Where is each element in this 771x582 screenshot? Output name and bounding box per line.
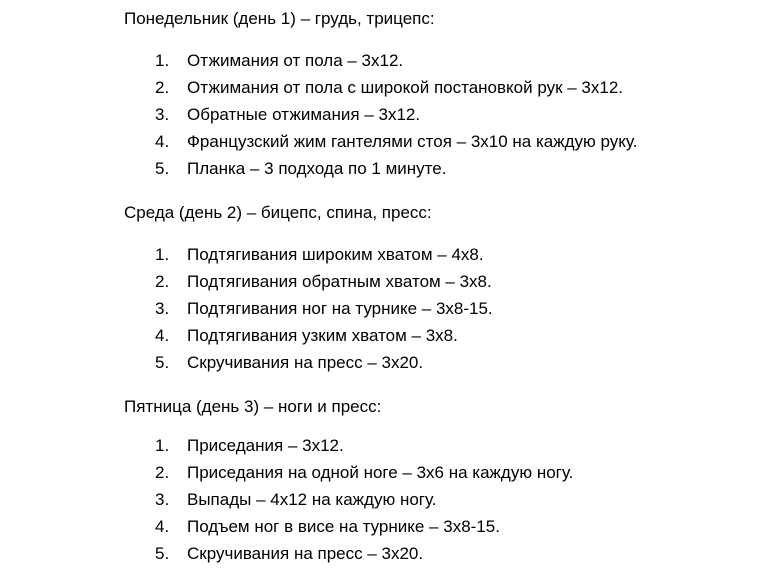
list-item-number: 3. [155,490,170,509]
list-item-text: Выпады – 4x12 на каждую ногу. [187,490,437,509]
list-item-number: 2. [155,78,170,97]
list-item-number: 1. [155,436,170,455]
list-item-text: Подтягивания ног на турнике – 3x8-15. [187,299,493,318]
list-item-number: 2. [155,272,170,291]
list-item-number: 3. [155,105,170,124]
section-heading-monday: Понедельник (день 1) – грудь, трицепс: [124,9,435,28]
list-item-text: Подтягивания широким хватом – 4x8. [187,245,484,264]
list-item-text: Приседания на одной ноге – 3x6 на каждую ногу. [187,463,574,482]
list-item-text: Скручивания на пресс – 3x20. [187,544,424,563]
list-item-text: Скручивания на пресс – 3x20. [187,353,424,372]
list-item-text: Обратные отжимания – 3x12. [187,105,421,124]
list-item-number: 4. [155,132,170,151]
list-item-text: Подъем ног в висе на турнике – 3x8-15. [187,517,500,536]
list-item-number: 1. [155,51,170,70]
list-item-text: Приседания – 3x12. [187,436,344,455]
list-item-text: Французский жим гантелями стоя – 3x10 на каждую руку. [187,132,638,151]
list-item-number: 2. [155,463,170,482]
list-item-text: Отжимания от пола – 3x12. [187,51,404,70]
list-item-text: Подтягивания узким хватом – 3x8. [187,326,458,345]
list-item-number: 5. [155,159,170,178]
section-heading-friday: Пятница (день 3) – ноги и пресс: [124,397,382,416]
list-item-number: 3. [155,299,170,318]
list-item-number: 5. [155,353,170,372]
list-item-text: Подтягивания обратным хватом – 3x8. [187,272,492,291]
list-item-text: Отжимания от пола с широкой постановкой рук – 3x12. [187,78,624,97]
list-item-number: 4. [155,326,170,345]
list-item-number: 1. [155,245,170,264]
section-heading-wednesday: Среда (день 2) – бицепс, спина, пресс: [124,203,432,222]
list-item-text: Планка – 3 подхода по 1 минуте. [187,159,447,178]
list-item-number: 5. [155,544,170,563]
list-item-number: 4. [155,517,170,536]
